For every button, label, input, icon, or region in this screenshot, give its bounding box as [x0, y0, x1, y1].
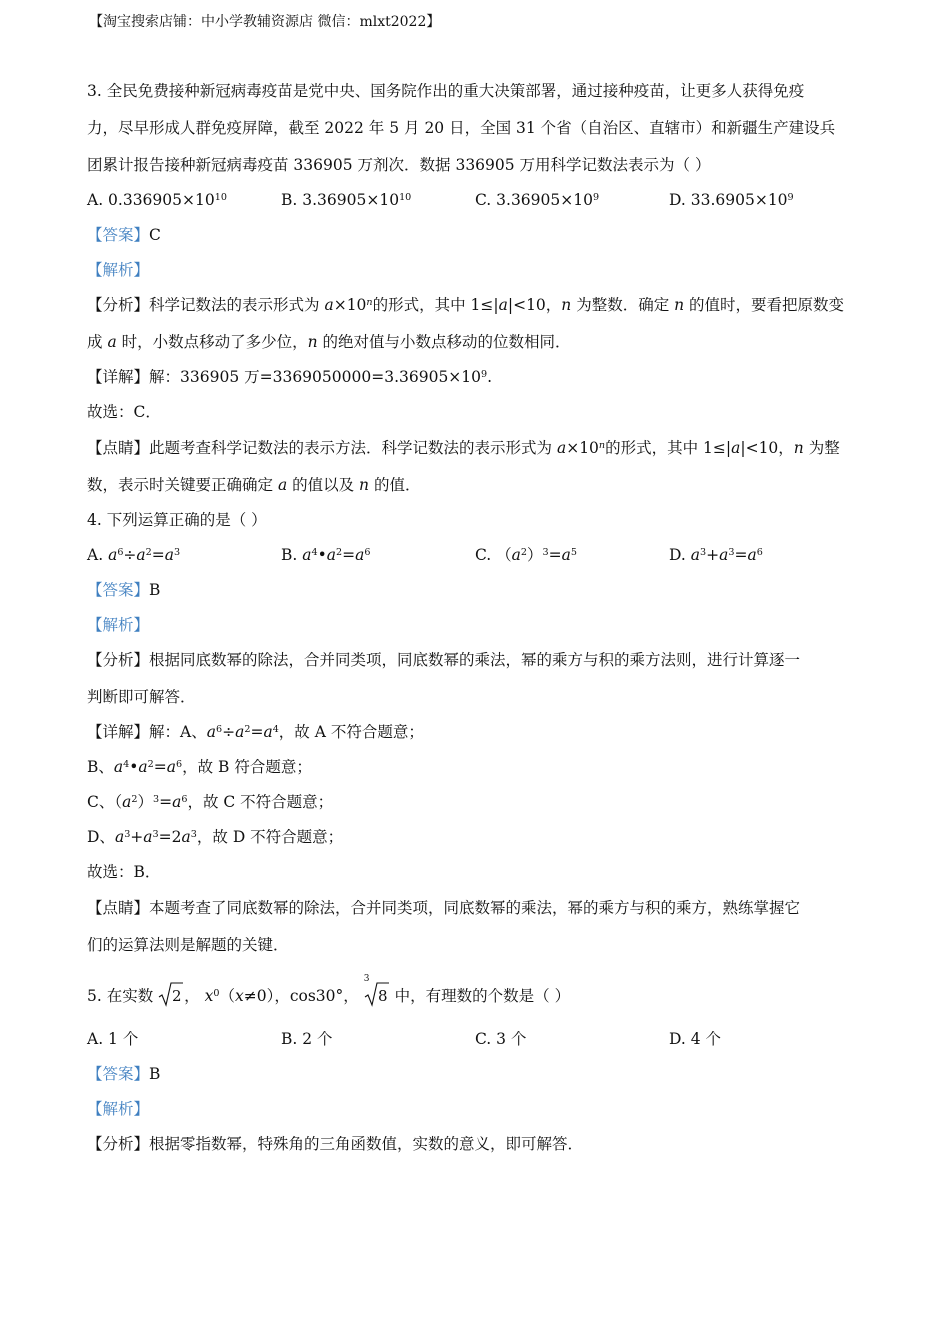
q5-option-a: A. 1 个: [87, 1030, 139, 1048]
q4-comment-line1: 【点睛】本题考查了同底数幂的除法，合并同类项，同底数幂的乘法，幂的乘方与积的乘方，熟练掌握它: [87, 899, 801, 917]
q4-detail-d: D、$a^3+a^3=2a^3$，故 D 不符合题意；: [87, 828, 344, 846]
q4-stem: 4. 下列运算正确的是（ ）: [87, 511, 267, 529]
q3-fenxi-line2: 成 a 时，小数点移动了多少位，n 的绝对值与小数点移动的位数相同．: [87, 333, 571, 351]
q4-option-b: B. $a^4•a^2=a^6$: [281, 546, 371, 564]
q4-comment-line2: 们的运算法则是解题的关键．: [87, 936, 289, 954]
q4-detail-b: B、$a^4•a^2=a^6$，故 B 符合题意；: [87, 758, 312, 776]
q3-fenxi-line1: 【分析】科学记数法的表示形式为 $a\times 10^n$的形式，其中 1≤|a|<10，n 为整数．确定 n 的值时，要看把原数变: [87, 296, 845, 314]
q5-answer: 【答案】B: [87, 1065, 161, 1083]
q5-option-b: B. 2 个: [281, 1030, 333, 1048]
q5-analysis-tag: 【解析】: [87, 1100, 150, 1118]
q4-option-a: A. $a^6\div a^2=a^3$: [87, 546, 181, 564]
q3-stem-line2: 力，尽早形成人群免疫屏障，截至 2022 年 5 月 20 日，全国 31 个省（自治区、直辖市）和新疆生产建设兵: [87, 119, 836, 137]
q4-fenxi-line2: 判断即可解答．: [87, 688, 196, 706]
q3-detail: 【详解】解：336905 万$=3369050000=3.36905\times 10^9$.: [87, 368, 493, 386]
q4-choose: 故选：B．: [87, 863, 161, 881]
cbrt-radicand: 8: [377, 987, 388, 1005]
sqrt-radicand: 2: [172, 987, 182, 1005]
q3-choose: 故选：C．: [87, 403, 161, 421]
q3-comment-line1: 【点睛】此题考查科学记数法的表示方法．科学记数法的表示形式为 $a\times 10^n$的形式，其中 1≤|a|<10，n 为整: [87, 439, 840, 457]
q3-option-d: D. $33.6905\times 10^9$: [669, 191, 794, 209]
page-header: 【淘宝搜索店铺：中小学教辅资源店 微信：mlxt2022】: [89, 14, 441, 30]
q3-answer: 【答案】C: [87, 226, 161, 244]
q4-detail-c: C、$(a^2)^3=a^6$，故 C 不符合题意；: [87, 793, 334, 811]
q3-comment-line2: 数，表示时关键要正确确定 a 的值以及 n 的值．: [87, 476, 421, 494]
q4-option-c: C. $(a^2)^3=a^5$: [475, 546, 578, 564]
q3-option-b: B. $3.36905\times 10^{10}$: [281, 191, 412, 209]
q4-answer: 【答案】B: [87, 581, 161, 599]
q3-analysis-tag: 【解析】: [87, 261, 150, 279]
q3-option-c: C. $3.36905\times 10^9$: [475, 191, 600, 209]
q5-option-c: C. 3 个: [475, 1030, 527, 1048]
q5-option-d: D. 4 个: [669, 1030, 722, 1048]
q4-fenxi-line1: 【分析】根据同底数幂的除法，合并同类项，同底数幂的乘法，幂的乘方与积的乘方法则，进行计算逐一: [87, 651, 801, 669]
q3-option-a: A. $0.336905\times 10^{10}$: [87, 191, 227, 209]
q4-option-d: D. $a^3+a^3=a^6$: [669, 546, 763, 564]
sqrt-symbol: [158, 981, 184, 1007]
q5-stem: 5. 在实数 2 ， $x^0(x\ne 0)$，cos30°， 3 8 中，有理数的个数是（ ）: [87, 974, 571, 1005]
q3-stem-line3: 团累计报告接种新冠病毒疫苗 336905 万剂次．数据 336905 万用科学记数法表示为（ ）: [87, 156, 711, 174]
q4-detail-a: 【详解】解：A、$a^6\div a^2=a^4$，故 A 不符合题意；: [87, 723, 424, 741]
q5-fenxi: 【分析】根据零指数幂，特殊角的三角函数值，实数的意义，即可解答．: [87, 1135, 584, 1153]
q4-analysis-tag: 【解析】: [87, 616, 150, 634]
q3-stem-line1: 3. 全民免费接种新冠病毒疫苗是党中央、国务院作出的重大决策部署，通过接种疫苗，让更多人获得免疫: [87, 82, 805, 100]
cbrt-symbol: 3 8: [363, 974, 388, 1005]
